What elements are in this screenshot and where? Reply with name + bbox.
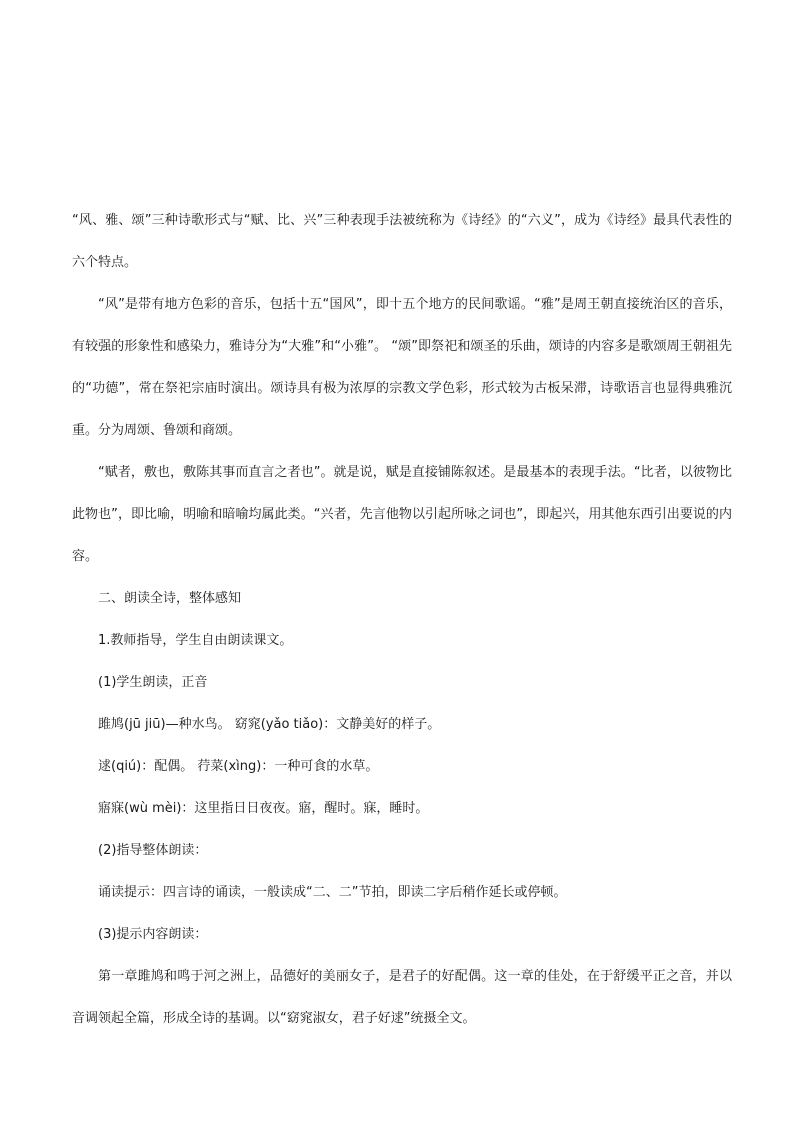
vocab-line-jujiu: 雎鸠(jū jiū)—种水鸟。 窈窕(yǎo tiǎo)：文静美好的样子。	[98, 717, 441, 732]
teacher-guidance-line: 1.教师指导，学生自由朗读课文。	[98, 633, 293, 648]
pronunciation-heading: (1)学生朗读，正音	[98, 675, 208, 690]
overall-reading-heading: (2)指导整体朗读：	[98, 843, 208, 858]
vocab-line-qiu: 逑(qiú)：配偶。 荇菜(xìng)：一种可食的水草。	[98, 759, 379, 774]
paragraph-six-principles: “风、雅、颂”三种诗歌形式与“赋、比、兴”三种表现手法被统称为《诗经》的“六义”，成为《诗经》最具代表性的六个特点。	[72, 213, 732, 270]
paragraph-chapter-one: 第一章雎鸠和鸣于河之洲上，品德好的美丽女子，是君子的好配偶。这一章的佳处，在于舒缓平正之音，并以音调领起全篇，形成全诗的基调。以“窈窕淑女，君子好逑”统摄全文。	[72, 969, 732, 1026]
section-heading-reading: 二、朗读全诗，整体感知	[98, 591, 242, 606]
paragraph-fu-bi-xing: “赋者，敷也，敷陈其事而直言之者也”。就是说，赋是直接铺陈叙述。是最基本的表现手法。“比者，以彼物比此物也”，即比喻，明喻和暗喻均属此类。“兴者，先言他物以引起所咏之词也”，即起兴，用其他东西引出要说的内容。	[72, 465, 732, 564]
content-reading-heading: (3)提示内容朗读：	[98, 927, 208, 942]
vocab-line-wumei: 寤寐(wù mèi)：这里指日日夜夜。寤，醒时。寐，睡时。	[98, 801, 429, 816]
paragraph-feng-ya-song: “风”是带有地方色彩的音乐，包括十五“国风”，即十五个地方的民间歌谣。“雅”是周王朝直接统治区的音乐，有较强的形象性和感染力，雅诗分为“大雅”和“小雅”。 “颂”即祭祀和颂圣的乐曲，颂诗的内容多是歌颂周王朝祖先的“功德”，常在祭祀宗庙时演出。颂诗具有极为浓厚的宗教文学色彩，形式较为古板呆滞，诗歌语言也显得典雅沉重。分为周颂、鲁颂和商颂。	[72, 297, 732, 438]
recitation-tip-line: 诵读提示：四言诗的诵读，一般读成“二、二”节拍，即读二字后稍作延长或停顿。	[98, 885, 567, 900]
document-body	[72, 200, 732, 1040]
